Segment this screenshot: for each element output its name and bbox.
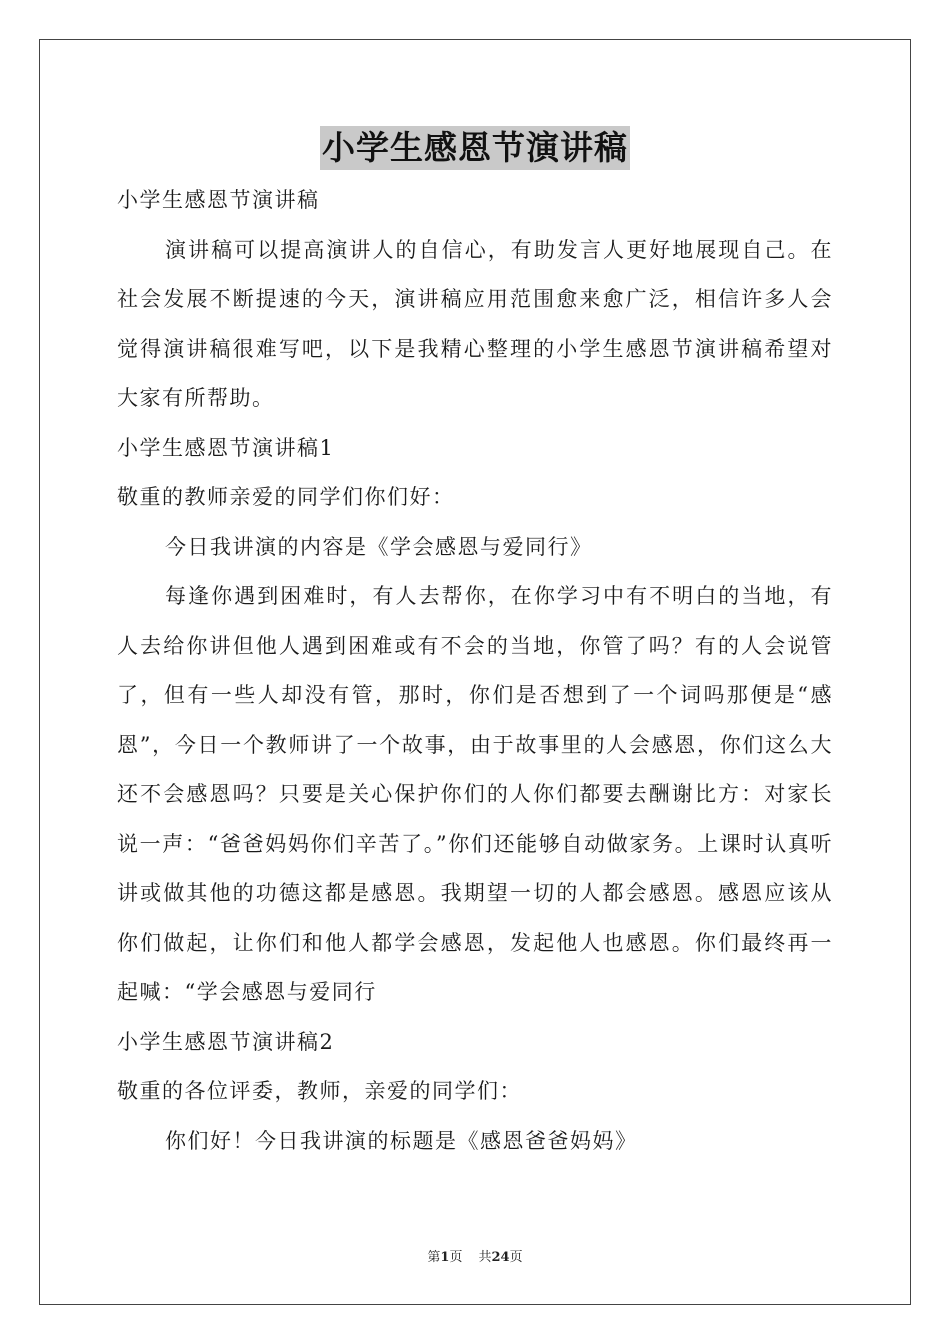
total-suffix: 页 [509,1250,523,1265]
paragraph-subtitle: 小学生感恩节演讲稿 [117,188,320,212]
salutation-1: 敬重的教师亲爱的同学们你们好： [117,485,455,509]
total-pages: 24 [491,1250,510,1265]
page-footer [0,1246,950,1265]
document-title-text: 小学生感恩节演讲稿 [320,126,630,170]
document-body [117,176,833,1166]
document-title [0,126,950,170]
paragraph-body-1: 每逢你遇到困难时，有人去帮你，在你学习中有不明白的当地，有人去给你讲但他人遇到困难或有不会的当地，你管了吗？有的人会说管了，但有一些人却没有管，那时，你们是否想到了一个词吗那便是“感恩”，今日一个教师讲了一个故事，由于故事里的人会感恩，你们这么大还不会感恩吗？只要是关心保护你们的人你们都要去酬谢比方：对家长说一声：“爸爸妈妈你们辛苦了。”你们还能够自动做家务。上课时认真听讲或做其他的功德这都是感恩。我期望一切的人都会感恩。感恩应该从你们做起，让你们和他人都学会感恩，发起他人也感恩。你们最终再一起喊：“学会感恩与爱同行 [117,584,833,1004]
page-number: 1 [440,1250,450,1265]
page-prefix: 第 [427,1250,441,1265]
paragraph-intro: 演讲稿可以提高演讲人的自信心，有助发言人更好地展现自己。在社会发展不断提速的今天，演讲稿应用范围愈来愈广泛，相信许多人会觉得演讲稿很难写吧，以下是我精心整理的小学生感恩节演讲稿希望对大家有所帮助。 [117,237,833,410]
paragraph-topic-2: 你们好！今日我讲演的标题是《感恩爸爸妈妈》 [165,1128,638,1153]
salutation-2: 敬重的各位评委，教师，亲爱的同学们： [117,1079,522,1103]
total-prefix: 共 [478,1250,492,1265]
paragraph-topic-1: 今日我讲演的内容是《学会感恩与爱同行》 [165,534,593,559]
section-heading-2: 小学生感恩节演讲稿2 [117,1029,335,1054]
page-suffix: 页 [449,1250,463,1265]
section-heading-1: 小学生感恩节演讲稿1 [117,435,335,460]
